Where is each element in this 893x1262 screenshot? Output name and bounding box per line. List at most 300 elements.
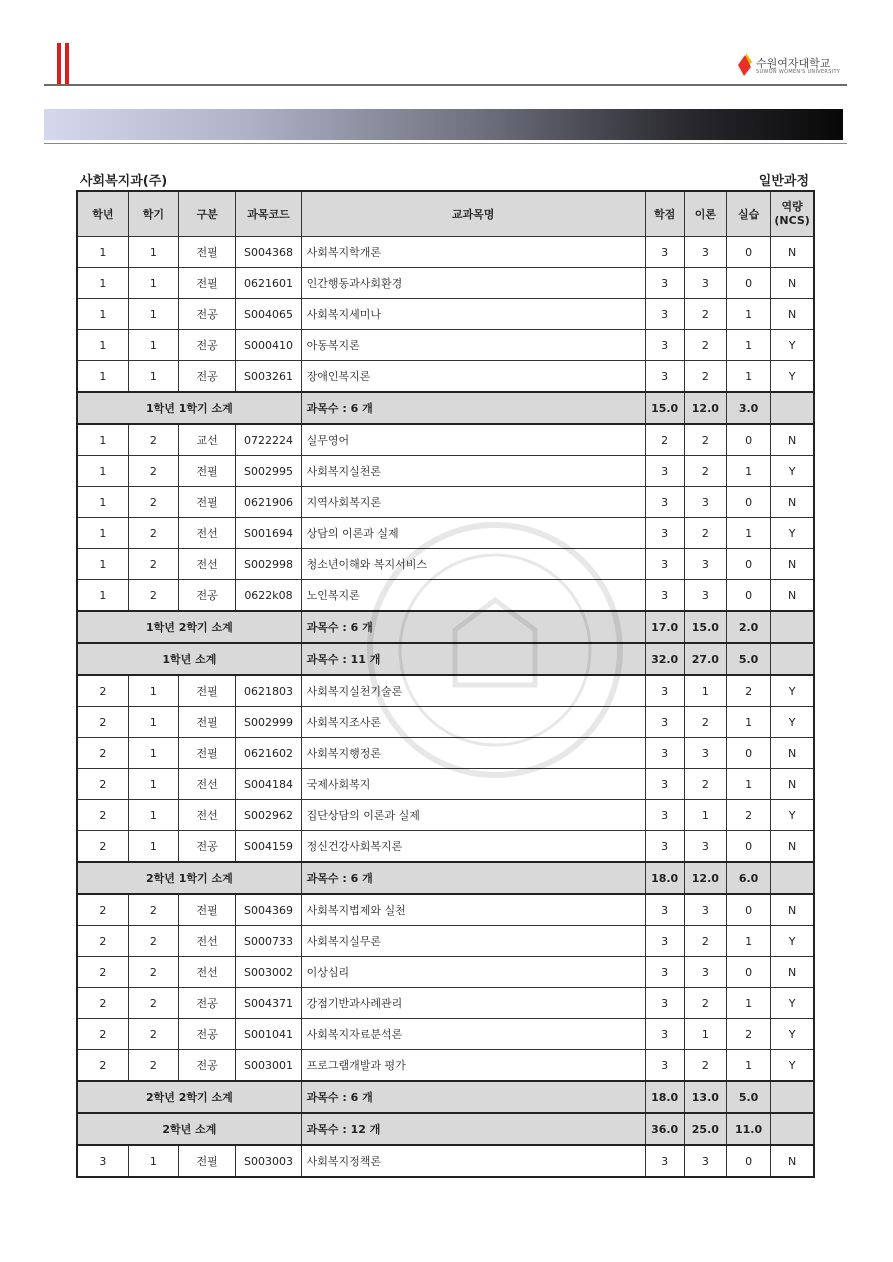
- course-row: [77, 487, 814, 518]
- cell-theory: 2: [684, 988, 726, 1019]
- cell-name: 강점기반과사례관리: [301, 988, 645, 1019]
- cell-category: 전필: [179, 237, 236, 268]
- cell-name: 국제사회복지: [301, 769, 645, 800]
- cell-name: 이상심리: [301, 957, 645, 988]
- cell-grade: 1: [77, 299, 128, 330]
- cell-category: 전공: [179, 330, 236, 361]
- cell-code: 0622k08: [236, 580, 301, 612]
- cell-code: S000410: [236, 330, 301, 361]
- course-row: [77, 988, 814, 1019]
- cell-credits: 3: [645, 738, 684, 769]
- cell-semester: 1: [128, 707, 178, 738]
- cell-category: 전필: [179, 1145, 236, 1177]
- cell-category: 전필: [179, 707, 236, 738]
- subtotal-course-count: 과목수 : 12 개: [301, 1113, 645, 1145]
- cell-credits: 3: [645, 1050, 684, 1082]
- cell-semester: 1: [128, 831, 178, 863]
- cell-category: 전필: [179, 487, 236, 518]
- cell-code: S003002: [236, 957, 301, 988]
- cell-code: S004065: [236, 299, 301, 330]
- logo-university-name: 수원여자대학교: [756, 57, 831, 70]
- cell-ncs: N: [771, 299, 814, 330]
- cell-semester: 1: [128, 268, 178, 299]
- col-category: 구분: [179, 191, 236, 237]
- cell-category: 전선: [179, 518, 236, 549]
- cell-credits: 3: [645, 1145, 684, 1177]
- subtotal-theory: 15.0: [684, 611, 726, 643]
- cell-credits: 2: [645, 424, 684, 456]
- cell-ncs: Y: [771, 707, 814, 738]
- subtotal-label: 2학년 소계: [77, 1113, 301, 1145]
- cell-grade: 2: [77, 831, 128, 863]
- cell-code: S003261: [236, 361, 301, 393]
- course-row: [77, 330, 814, 361]
- subtotal-credits: 15.0: [645, 392, 684, 424]
- cell-credits: 3: [645, 988, 684, 1019]
- course-type-label: 일반과정: [758, 174, 809, 189]
- cell-code: S001041: [236, 1019, 301, 1050]
- subtotal-label: 2학년 2학기 소계: [77, 1081, 301, 1113]
- cell-semester: 2: [128, 549, 178, 580]
- cell-practice: 0: [726, 1145, 770, 1177]
- cell-theory: 2: [684, 361, 726, 393]
- cell-name: 정신건강사회복지론: [301, 831, 645, 863]
- cell-name: 사회복지정책론: [301, 1145, 645, 1177]
- cell-grade: 1: [77, 424, 128, 456]
- section-rule: [44, 143, 847, 144]
- course-row: [77, 831, 814, 863]
- cell-category: 전필: [179, 675, 236, 707]
- subtotal-course-count: 과목수 : 6 개: [301, 1081, 645, 1113]
- cell-ncs: Y: [771, 361, 814, 393]
- cell-theory: 3: [684, 894, 726, 926]
- cell-category: 전공: [179, 361, 236, 393]
- cell-grade: 2: [77, 988, 128, 1019]
- course-row: [77, 1145, 814, 1177]
- table-header-row: [77, 191, 814, 237]
- subtotal-practice: 11.0: [726, 1113, 770, 1145]
- subtotal-row: [77, 1081, 814, 1113]
- header-accent-bars: [57, 43, 71, 85]
- cell-name: 사회복지실천론: [301, 456, 645, 487]
- cell-code: S001694: [236, 518, 301, 549]
- cell-code: S004369: [236, 894, 301, 926]
- subtotal-course-count: 과목수 : 6 개: [301, 862, 645, 894]
- course-row: [77, 549, 814, 580]
- course-row: [77, 580, 814, 612]
- subtotal-ncs: [771, 392, 814, 424]
- cell-practice: 2: [726, 675, 770, 707]
- cell-theory: 2: [684, 926, 726, 957]
- cell-semester: 1: [128, 738, 178, 769]
- cell-theory: 3: [684, 738, 726, 769]
- cell-ncs: Y: [771, 1050, 814, 1082]
- cell-ncs: Y: [771, 518, 814, 549]
- cell-category: 전공: [179, 580, 236, 612]
- cell-practice: 0: [726, 580, 770, 612]
- cell-ncs: N: [771, 1145, 814, 1177]
- col-code: 과목코드: [236, 191, 301, 237]
- cell-ncs: Y: [771, 800, 814, 831]
- cell-theory: 3: [684, 957, 726, 988]
- cell-credits: 3: [645, 580, 684, 612]
- cell-category: 전공: [179, 831, 236, 863]
- cell-code: 0621601: [236, 268, 301, 299]
- cell-practice: 2: [726, 800, 770, 831]
- cell-ncs: N: [771, 738, 814, 769]
- cell-practice: 1: [726, 988, 770, 1019]
- cell-name: 지역사회복지론: [301, 487, 645, 518]
- course-row: [77, 707, 814, 738]
- cell-ncs: N: [771, 580, 814, 612]
- subtotal-row: [77, 392, 814, 424]
- cell-grade: 1: [77, 456, 128, 487]
- subtotal-practice: 5.0: [726, 1081, 770, 1113]
- course-row: [77, 926, 814, 957]
- cell-name: 사회복지실무론: [301, 926, 645, 957]
- cell-credits: 3: [645, 675, 684, 707]
- cell-practice: 2: [726, 1019, 770, 1050]
- cell-ncs: Y: [771, 330, 814, 361]
- cell-name: 사회복지세미나: [301, 299, 645, 330]
- cell-name: 사회복지자료분석론: [301, 1019, 645, 1050]
- cell-ncs: N: [771, 424, 814, 456]
- cell-semester: 1: [128, 299, 178, 330]
- subtotal-credits: 36.0: [645, 1113, 684, 1145]
- cell-grade: 2: [77, 769, 128, 800]
- course-row: [77, 456, 814, 487]
- cell-grade: 2: [77, 800, 128, 831]
- cell-ncs: N: [771, 769, 814, 800]
- cell-category: 전필: [179, 738, 236, 769]
- cell-credits: 3: [645, 268, 684, 299]
- cell-ncs: Y: [771, 988, 814, 1019]
- cell-theory: 3: [684, 487, 726, 518]
- cell-practice: 1: [726, 518, 770, 549]
- cell-semester: 2: [128, 456, 178, 487]
- cell-practice: 0: [726, 237, 770, 268]
- logo-university-english: SUWON WOMEN'S UNIVERSITY: [756, 69, 841, 75]
- cell-grade: 2: [77, 957, 128, 988]
- cell-credits: 3: [645, 456, 684, 487]
- cell-grade: 1: [77, 580, 128, 612]
- cell-semester: 2: [128, 957, 178, 988]
- cell-practice: 0: [726, 549, 770, 580]
- course-row: [77, 299, 814, 330]
- cell-grade: 1: [77, 518, 128, 549]
- subtotal-course-count: 과목수 : 11 개: [301, 643, 645, 675]
- cell-semester: 1: [128, 1145, 178, 1177]
- subtotal-row: [77, 1113, 814, 1145]
- cell-name: 인간행동과사회환경: [301, 268, 645, 299]
- cell-name: 사회복지법제와 실천: [301, 894, 645, 926]
- col-name: 교과목명: [301, 191, 645, 237]
- subtotal-row: [77, 862, 814, 894]
- cell-credits: 3: [645, 957, 684, 988]
- cell-theory: 2: [684, 299, 726, 330]
- cell-code: S002999: [236, 707, 301, 738]
- cell-grade: 2: [77, 894, 128, 926]
- cell-theory: 2: [684, 1050, 726, 1082]
- cell-theory: 1: [684, 800, 726, 831]
- course-row: [77, 769, 814, 800]
- cell-practice: 0: [726, 487, 770, 518]
- cell-grade: 1: [77, 330, 128, 361]
- cell-semester: 1: [128, 800, 178, 831]
- cell-category: 전필: [179, 456, 236, 487]
- course-row: [77, 424, 814, 456]
- cell-practice: 1: [726, 769, 770, 800]
- subtotal-row: [77, 611, 814, 643]
- cell-practice: 0: [726, 268, 770, 299]
- cell-ncs: N: [771, 831, 814, 863]
- course-row: [77, 675, 814, 707]
- university-logo: [737, 52, 847, 82]
- col-grade: 학년: [77, 191, 128, 237]
- cell-grade: 1: [77, 549, 128, 580]
- subtotal-practice: 3.0: [726, 392, 770, 424]
- cell-credits: 3: [645, 831, 684, 863]
- cell-grade: 1: [77, 268, 128, 299]
- cell-theory: 2: [684, 424, 726, 456]
- cell-semester: 2: [128, 518, 178, 549]
- cell-ncs: N: [771, 268, 814, 299]
- cell-category: 전선: [179, 800, 236, 831]
- cell-semester: 1: [128, 361, 178, 393]
- subtotal-label: 2학년 1학기 소계: [77, 862, 301, 894]
- course-row: [77, 237, 814, 268]
- course-row: [77, 957, 814, 988]
- cell-theory: 3: [684, 237, 726, 268]
- subtotal-row: [77, 643, 814, 675]
- subtotal-credits: 18.0: [645, 1081, 684, 1113]
- cell-theory: 2: [684, 707, 726, 738]
- cell-credits: 3: [645, 518, 684, 549]
- course-row: [77, 1050, 814, 1082]
- cell-code: S004368: [236, 237, 301, 268]
- cell-practice: 1: [726, 926, 770, 957]
- subtotal-ncs: [771, 862, 814, 894]
- cell-code: S002998: [236, 549, 301, 580]
- cell-ncs: N: [771, 549, 814, 580]
- cell-category: 전필: [179, 268, 236, 299]
- cell-ncs: N: [771, 237, 814, 268]
- cell-code: S004159: [236, 831, 301, 863]
- cell-practice: 1: [726, 1050, 770, 1082]
- cell-name: 사회복지조사론: [301, 707, 645, 738]
- cell-grade: 2: [77, 738, 128, 769]
- cell-category: 전선: [179, 926, 236, 957]
- cell-practice: 1: [726, 361, 770, 393]
- cell-name: 아동복지론: [301, 330, 645, 361]
- cell-credits: 3: [645, 926, 684, 957]
- cell-code: S000733: [236, 926, 301, 957]
- cell-code: 0621906: [236, 487, 301, 518]
- cell-grade: 2: [77, 926, 128, 957]
- cell-ncs: Y: [771, 926, 814, 957]
- course-row: [77, 361, 814, 393]
- cell-semester: 2: [128, 988, 178, 1019]
- cell-practice: 0: [726, 831, 770, 863]
- cell-semester: 1: [128, 769, 178, 800]
- cell-credits: 3: [645, 330, 684, 361]
- cell-category: 전공: [179, 299, 236, 330]
- cell-theory: 3: [684, 831, 726, 863]
- cell-category: 전공: [179, 1050, 236, 1082]
- cell-ncs: Y: [771, 675, 814, 707]
- cell-grade: 1: [77, 361, 128, 393]
- cell-semester: 1: [128, 330, 178, 361]
- section-gradient-band: [44, 109, 843, 140]
- cell-credits: 3: [645, 487, 684, 518]
- cell-semester: 2: [128, 1019, 178, 1050]
- col-practice: 실습: [726, 191, 770, 237]
- col-credits: 학점: [645, 191, 684, 237]
- cell-code: S002962: [236, 800, 301, 831]
- cell-theory: 3: [684, 549, 726, 580]
- subtotal-course-count: 과목수 : 6 개: [301, 392, 645, 424]
- cell-semester: 1: [128, 237, 178, 268]
- subtotal-course-count: 과목수 : 6 개: [301, 611, 645, 643]
- subtotal-label: 1학년 2학기 소계: [77, 611, 301, 643]
- cell-category: 교선: [179, 424, 236, 456]
- col-ncs: 역량(NCS): [771, 191, 814, 237]
- subtotal-practice: 5.0: [726, 643, 770, 675]
- cell-credits: 3: [645, 299, 684, 330]
- cell-credits: 3: [645, 361, 684, 393]
- cell-theory: 3: [684, 580, 726, 612]
- cell-theory: 1: [684, 1019, 726, 1050]
- cell-name: 청소년이해와 복지서비스: [301, 549, 645, 580]
- cell-name: 프로그램개발과 평가: [301, 1050, 645, 1082]
- cell-practice: 1: [726, 707, 770, 738]
- course-row: [77, 518, 814, 549]
- cell-grade: 1: [77, 237, 128, 268]
- cell-name: 사회복지행정론: [301, 738, 645, 769]
- cell-ncs: N: [771, 957, 814, 988]
- cell-theory: 3: [684, 1145, 726, 1177]
- course-row: [77, 738, 814, 769]
- subtotal-label: 1학년 1학기 소계: [77, 392, 301, 424]
- cell-ncs: N: [771, 894, 814, 926]
- cell-grade: 1: [77, 487, 128, 518]
- cell-name: 실무영어: [301, 424, 645, 456]
- cell-name: 집단상담의 이론과 실제: [301, 800, 645, 831]
- cell-practice: 0: [726, 894, 770, 926]
- cell-credits: 3: [645, 894, 684, 926]
- cell-ncs: Y: [771, 1019, 814, 1050]
- subtotal-ncs: [771, 1113, 814, 1145]
- subtotal-credits: 32.0: [645, 643, 684, 675]
- cell-practice: 1: [726, 330, 770, 361]
- cell-category: 전필: [179, 894, 236, 926]
- subtotal-theory: 12.0: [684, 392, 726, 424]
- subtotal-practice: 6.0: [726, 862, 770, 894]
- cell-theory: 1: [684, 675, 726, 707]
- subtotal-ncs: [771, 643, 814, 675]
- cell-grade: 2: [77, 1050, 128, 1082]
- cell-category: 전선: [179, 769, 236, 800]
- cell-code: 0621803: [236, 675, 301, 707]
- cell-semester: 2: [128, 487, 178, 518]
- cell-semester: 1: [128, 675, 178, 707]
- cell-code: S003003: [236, 1145, 301, 1177]
- cell-code: 0621602: [236, 738, 301, 769]
- cell-code: S003001: [236, 1050, 301, 1082]
- cell-theory: 2: [684, 518, 726, 549]
- cell-grade: 2: [77, 707, 128, 738]
- cell-theory: 2: [684, 769, 726, 800]
- course-row: [77, 268, 814, 299]
- subtotal-credits: 17.0: [645, 611, 684, 643]
- course-row: [77, 800, 814, 831]
- cell-ncs: N: [771, 487, 814, 518]
- cell-semester: 2: [128, 894, 178, 926]
- cell-theory: 2: [684, 330, 726, 361]
- subtotal-theory: 25.0: [684, 1113, 726, 1145]
- cell-category: 전공: [179, 1019, 236, 1050]
- subtotal-ncs: [771, 611, 814, 643]
- cell-semester: 2: [128, 1050, 178, 1082]
- subtotal-ncs: [771, 1081, 814, 1113]
- curriculum-table: [76, 190, 815, 1178]
- cell-credits: 3: [645, 549, 684, 580]
- subtotal-theory: 27.0: [684, 643, 726, 675]
- cell-category: 전공: [179, 988, 236, 1019]
- cell-grade: 3: [77, 1145, 128, 1177]
- cell-name: 노인복지론: [301, 580, 645, 612]
- cell-practice: 0: [726, 738, 770, 769]
- cell-credits: 3: [645, 769, 684, 800]
- course-row: [77, 1019, 814, 1050]
- course-row: [77, 894, 814, 926]
- cell-practice: 0: [726, 424, 770, 456]
- cell-name: 장애인복지론: [301, 361, 645, 393]
- cell-practice: 1: [726, 299, 770, 330]
- header-rule: [44, 84, 847, 86]
- cell-theory: 2: [684, 456, 726, 487]
- cell-name: 사회복지실천기술론: [301, 675, 645, 707]
- subtotal-label: 1학년 소계: [77, 643, 301, 675]
- subtotal-practice: 2.0: [726, 611, 770, 643]
- cell-credits: 3: [645, 707, 684, 738]
- logo-flame-icon: [737, 52, 753, 78]
- subtotal-theory: 13.0: [684, 1081, 726, 1113]
- subtotal-theory: 12.0: [684, 862, 726, 894]
- cell-grade: 2: [77, 675, 128, 707]
- cell-code: S004371: [236, 988, 301, 1019]
- cell-semester: 2: [128, 580, 178, 612]
- subtotal-credits: 18.0: [645, 862, 684, 894]
- cell-credits: 3: [645, 237, 684, 268]
- cell-semester: 2: [128, 926, 178, 957]
- cell-grade: 2: [77, 1019, 128, 1050]
- cell-practice: 0: [726, 957, 770, 988]
- cell-ncs: Y: [771, 456, 814, 487]
- cell-practice: 1: [726, 456, 770, 487]
- cell-code: S004184: [236, 769, 301, 800]
- cell-name: 상담의 이론과 실제: [301, 518, 645, 549]
- department-title: 사회복지과(주): [80, 174, 168, 189]
- col-theory: 이론: [684, 191, 726, 237]
- cell-credits: 3: [645, 1019, 684, 1050]
- cell-category: 전선: [179, 549, 236, 580]
- cell-semester: 2: [128, 424, 178, 456]
- cell-code: S002995: [236, 456, 301, 487]
- col-semester: 학기: [128, 191, 178, 237]
- cell-theory: 3: [684, 268, 726, 299]
- cell-category: 전선: [179, 957, 236, 988]
